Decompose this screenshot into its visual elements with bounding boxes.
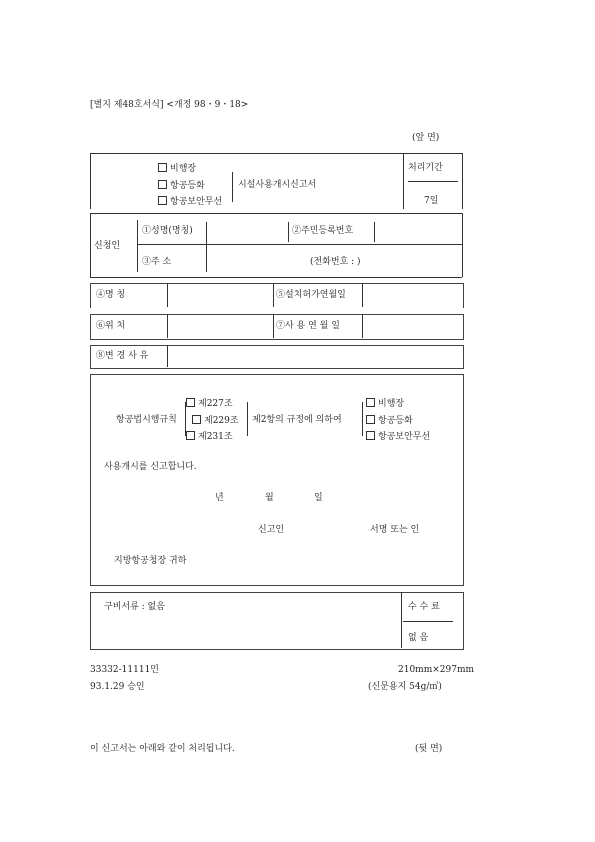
recipient-label: 지방항공청장 귀하: [114, 556, 187, 566]
checkbox-icon[interactable]: [158, 163, 167, 172]
day-label: 일: [314, 493, 323, 503]
frame-top-line: [90, 153, 462, 154]
reg-no-label: ②주민등록번호: [292, 226, 354, 236]
front-side-label: (앞 면): [412, 133, 440, 143]
bracket-line: [232, 172, 233, 202]
cell-divider: [273, 283, 274, 307]
install-date-label: ⑤설치허가연월일: [276, 290, 346, 300]
article-231: 제231조: [186, 431, 233, 443]
facility-radio: 항공보안무선: [366, 431, 430, 443]
location-label: ⑥위 치: [96, 321, 126, 331]
back-side-label: (뒷 면): [415, 744, 443, 754]
checkbox-icon[interactable]: [366, 398, 375, 407]
checkbox-icon[interactable]: [186, 431, 195, 440]
form-number: [별지 제48호서식] <개정 98・9・18>: [90, 100, 249, 110]
cell-divider: [273, 314, 274, 338]
cell-divider: [401, 592, 402, 648]
article-227: 제227조: [186, 398, 233, 410]
law-label: 항공법시행규칙: [116, 415, 177, 425]
fee-label: 수 수 료: [408, 602, 440, 612]
period-divider: [403, 153, 404, 209]
fee-value: 없 음: [408, 633, 429, 643]
report-text: 사용개시를 신고합니다.: [104, 462, 197, 472]
facility-name-label: ④명 칭: [96, 290, 126, 300]
period-split: [408, 181, 458, 182]
approval-date: 93.1.29 승인: [90, 682, 145, 692]
checkbox-icon[interactable]: [186, 398, 195, 407]
cell-divider: [374, 222, 375, 242]
label-divider: [137, 220, 138, 272]
processing-note: 이 신고서는 아래와 같이 처리됩니다.: [90, 744, 235, 754]
cell-divider: [206, 222, 207, 272]
checkbox-icon[interactable]: [366, 431, 375, 440]
declaration-box: [90, 374, 464, 586]
year-label: 년: [215, 493, 224, 503]
bracket-line: [362, 402, 363, 436]
checkbox-icon[interactable]: [158, 196, 167, 205]
cell-divider: [362, 314, 363, 338]
facility-lighting: 항공등화: [366, 415, 413, 427]
option-lighting: 항공등화: [158, 180, 205, 192]
cell-divider: [167, 283, 168, 307]
fee-split: [403, 621, 453, 622]
cell-divider: [288, 222, 289, 242]
cell-divider: [167, 314, 168, 338]
frame-left-line: [90, 153, 91, 209]
article-229: 제229조: [192, 415, 239, 427]
phone-label: (전화번호 : ): [310, 257, 361, 267]
signature-label: 서명 또는 인: [370, 525, 420, 535]
name-label: ①성명(명칭): [142, 226, 193, 236]
row-line: [90, 277, 462, 278]
bracket-line: [247, 402, 248, 436]
checkbox-icon[interactable]: [366, 415, 375, 424]
use-date-label: ⑦사 용 연 월 일: [276, 321, 340, 331]
row-line: [90, 213, 462, 214]
address-label: ③주 소: [142, 257, 172, 267]
cell-divider: [362, 283, 363, 307]
option-airfield: 비행장: [158, 163, 196, 175]
applicant-label: 신청인: [94, 241, 121, 251]
form-code: 33332-11111민: [90, 665, 159, 675]
reporter-label: 신고인: [258, 525, 285, 535]
change-reason-label: ⑧변 경 사 유: [96, 351, 149, 361]
required-documents: 구비서류 : 없음: [104, 602, 165, 612]
checkbox-icon[interactable]: [192, 415, 201, 424]
paper-type: (신문용지 54g/㎡): [368, 682, 442, 692]
cell-divider: [167, 345, 168, 367]
row-line: [137, 244, 462, 245]
processing-period-label: 처리기간: [408, 163, 443, 173]
facility-airfield: 비행장: [366, 398, 404, 410]
month-label: 월: [265, 493, 274, 503]
processing-period-value: 7일: [424, 196, 439, 206]
clause-text: 제2항의 규정에 의하여: [252, 415, 342, 425]
checkbox-icon[interactable]: [158, 180, 167, 189]
frame-right-line: [462, 153, 463, 209]
form-title: 시설사용개시신고서: [238, 180, 317, 190]
option-radio: 항공보안무선: [158, 196, 222, 208]
frame-right-line: [462, 213, 463, 277]
paper-size: 210mm×297mm: [398, 665, 475, 675]
frame-left-line: [90, 213, 91, 277]
